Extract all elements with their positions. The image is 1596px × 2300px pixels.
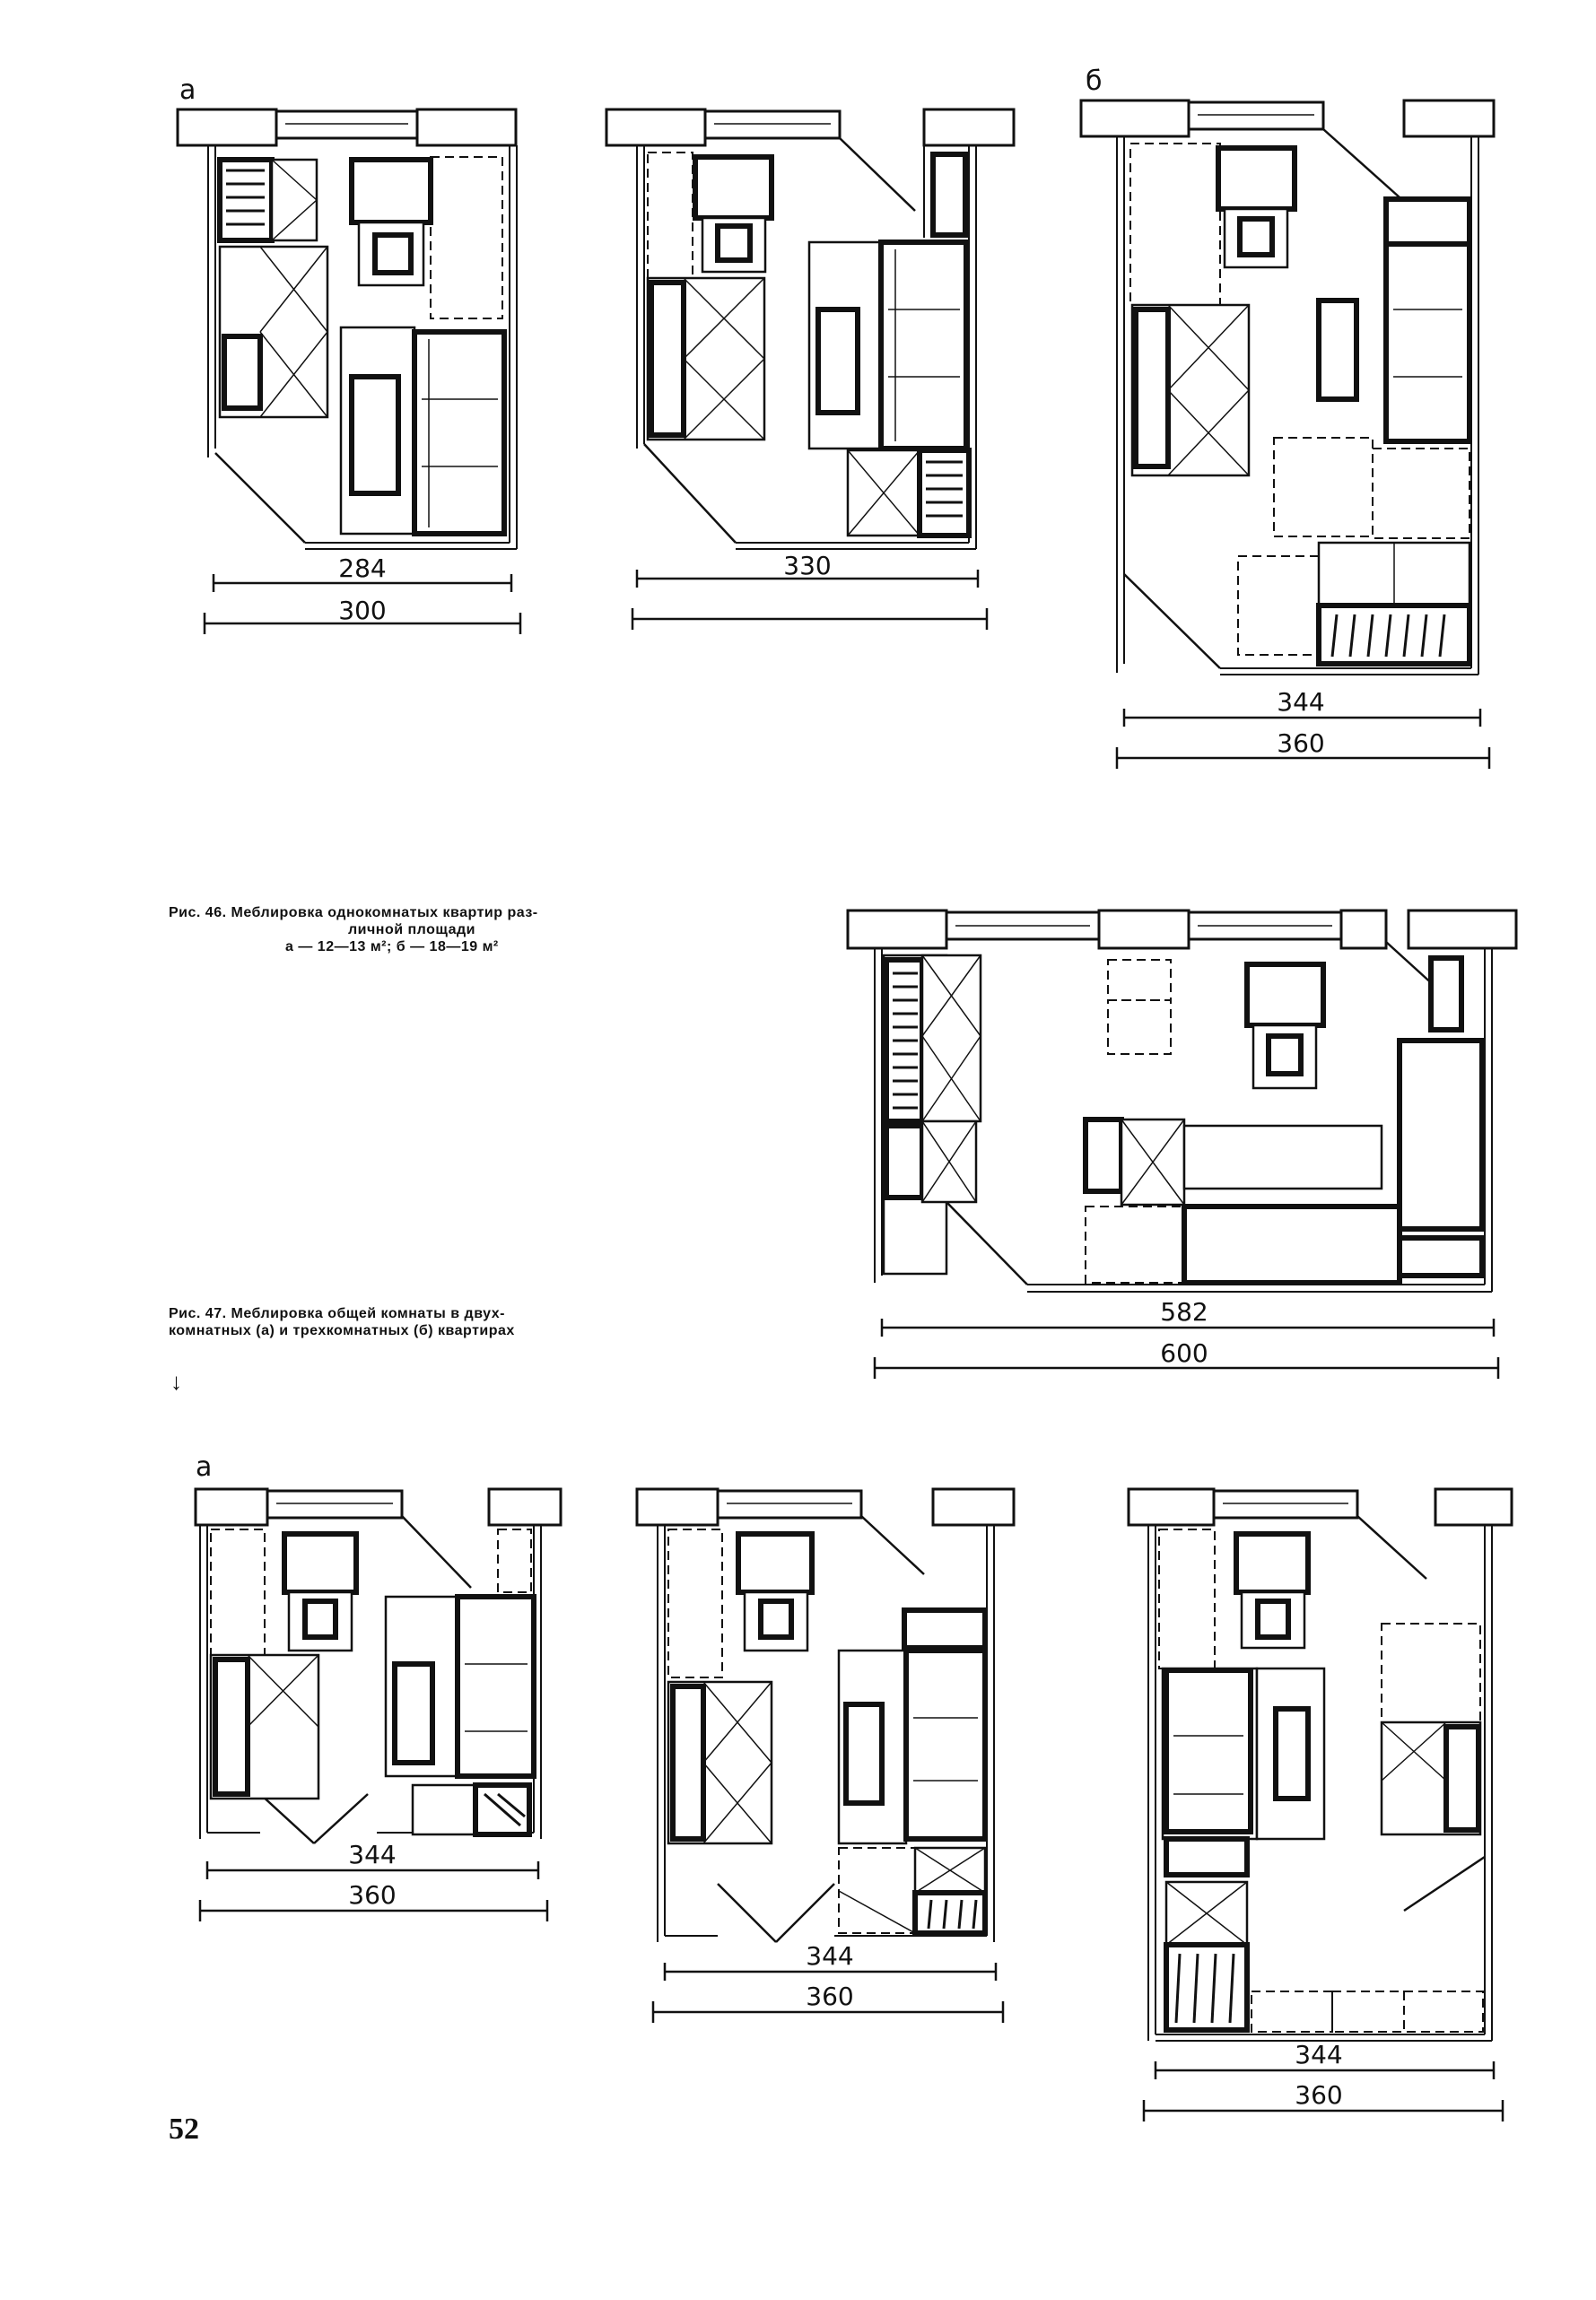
dimension-360: 360 — [1277, 728, 1325, 758]
plan-label-a: а — [179, 74, 196, 106]
plan-46b — [1081, 65, 1494, 769]
figure-47-caption-line1: Рис. 47. Меблировка общей комнаты в двух- — [169, 1306, 505, 1321]
figure-46-caption-line1: Рис. 46. Меблировка однокомнатых квартир раз- — [169, 905, 538, 920]
figure-46-caption — [169, 904, 743, 955]
page-number: 52 — [169, 2113, 199, 2146]
dimension-284: 284 — [338, 553, 387, 583]
dimension-344: 344 — [1295, 2040, 1343, 2069]
dimension-360: 360 — [348, 1880, 397, 1910]
plan-47a-1 — [196, 1451, 561, 1921]
plan-47-wide — [848, 910, 1516, 1379]
plan-46-middle — [606, 109, 1014, 630]
dimension-582: 582 — [1160, 1297, 1208, 1327]
dimension-600: 600 — [1160, 1338, 1208, 1368]
plan-label-b: б — [1086, 65, 1103, 97]
plan-47b — [1129, 1489, 1512, 2121]
dimension-344: 344 — [806, 1941, 854, 1971]
dimension-360: 360 — [806, 1982, 854, 2011]
dimension-344: 344 — [348, 1840, 397, 1869]
dimension-360: 360 — [1295, 2080, 1343, 2110]
dimension-344: 344 — [1277, 687, 1325, 717]
plan-46a — [178, 74, 520, 634]
dimension-300: 300 — [338, 596, 387, 625]
figure-46-caption-line3: а — 12—13 м²; б — 18—19 м² — [285, 939, 499, 954]
figure-46-caption-line2: личной площади — [348, 922, 475, 937]
down-arrow-icon: ↓ — [170, 1368, 182, 1395]
plan-label-47a: а — [196, 1451, 213, 1483]
plan-47a-2 — [637, 1489, 1014, 2023]
figure-47-caption — [169, 1305, 743, 1339]
figure-47-caption-line2: комнатных (а) и трехкомнатных (б) квартирах — [169, 1323, 515, 1338]
dimension-330: 330 — [783, 551, 832, 580]
